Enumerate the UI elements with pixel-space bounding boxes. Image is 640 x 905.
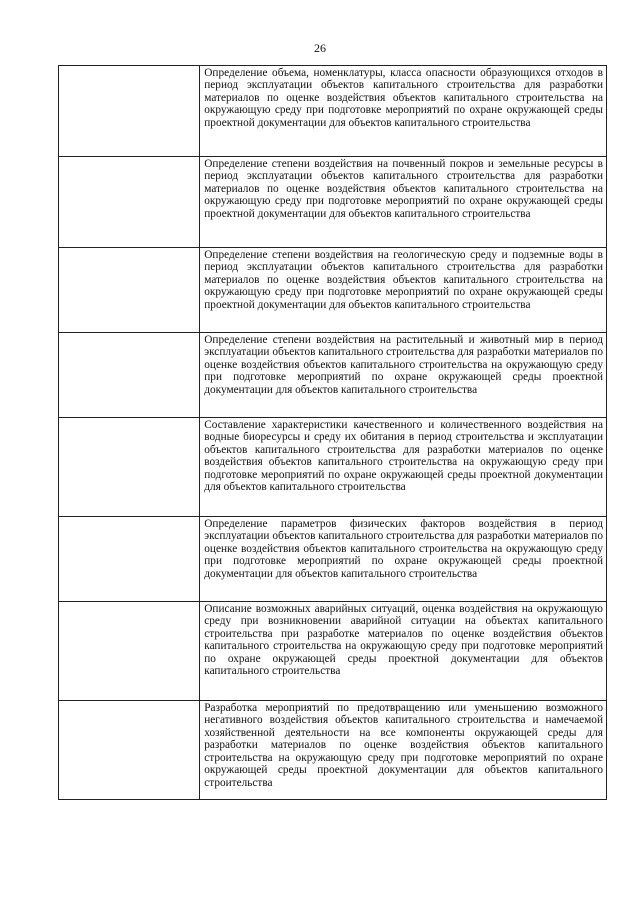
cell-paragraph: Описание возможных аварийных ситуаций, оценка воздействия на окружающую среду при возникновении аварийной ситуации на объектах капитального строительства при разработке материалов по оценке воздействия объектов капитального строительства на окружающую среду при подготовке мероприятий по охране окружающей среды проектной документации для объектов капитального строительства xyxy=(204,603,603,678)
page-number: 26 xyxy=(314,41,326,55)
cell-paragraph: Составление характеристики качественного и количественного воздействия на водные биоресурсы и среду их обитания в период строительства и эксплуатации объектов капитального строительства для разработки материалов по оценке воздействия объектов капитального строительства на окружающую среду при подготовке мероприятий по охране окружающей среды проектной документации для объектов капитального строительства xyxy=(204,419,603,494)
table-row xyxy=(59,66,607,157)
table-cell-empty xyxy=(59,517,200,602)
table-cell-text xyxy=(200,418,607,517)
table-cell-empty xyxy=(59,602,200,701)
cell-paragraph: Определение степени воздействия на геологическую среду и подземные воды в период эксплуатации объектов капитального строительства для разработки материалов по оценке воздействия объектов капитального строительства на окружающую среду при подготовке мероприятий по охране окружающей среды проектной документации для объектов капитального строительства xyxy=(204,249,603,311)
table-row xyxy=(59,157,607,248)
table-cell-text xyxy=(200,701,607,800)
table-cell-empty xyxy=(59,418,200,517)
cell-paragraph: Определение степени воздействия на растительный и животный мир в период эксплуатации объектов капитального строительства для разработки материалов по оценке воздействия объектов капитального строительства на окружающую среду при подготовке мероприятий по охране окружающей среды проектной документации для объектов капитального строительства xyxy=(204,334,603,396)
table-row xyxy=(59,418,607,517)
requirements-table xyxy=(58,65,607,800)
cell-paragraph: Определение параметров физических факторов воздействия в период эксплуатации объектов капитального строительства для разработки материалов по оценке воздействия объектов капитального строительства на окружающую среду при подготовке мероприятий по охране окружающей среды проектной документации для объектов капитального строительства xyxy=(204,518,603,580)
table-row xyxy=(59,602,607,701)
table-cell-text xyxy=(200,248,607,333)
table-cell-empty xyxy=(59,248,200,333)
table-row xyxy=(59,517,607,602)
table-cell-empty xyxy=(59,701,200,800)
table-row xyxy=(59,333,607,418)
table-cell-text xyxy=(200,517,607,602)
table-cell-text xyxy=(200,66,607,157)
table-cell-empty xyxy=(59,333,200,418)
table-row xyxy=(59,701,607,800)
cell-paragraph: Определение степени воздействия на почвенный покров и земельные ресурсы в период эксплуатации объектов капитального строительства для разработки материалов по оценке воздействия объектов капитального строительства на окружающую среду при подготовке мероприятий по охране окружающей среды проектной документации для объектов капитального строительства xyxy=(204,158,603,220)
table-row xyxy=(59,248,607,333)
table-cell-text xyxy=(200,157,607,248)
table-cell-text xyxy=(200,333,607,418)
table-cell-empty xyxy=(59,66,200,157)
table-cell-empty xyxy=(59,157,200,248)
cell-paragraph: Определение объема, номенклатуры, класса опасности образующихся отходов в период эксплуатации объектов капитального строительства для разработки материалов по оценке воздействия объектов капитального строительства на окружающую среду при подготовке мероприятий по охране окружающей среды проектной документации для объектов капитального строительства xyxy=(204,67,603,129)
table-cell-text xyxy=(200,602,607,701)
cell-paragraph: Разработка мероприятий по предотвращению или уменьшению возможного негативного воздействия объектов капитального строительства и намечаемой хозяйственной деятельности на все компоненты окружающей среды для разработки материалов по оценке воздействия объектов капитального строительства на окружающую среду при подготовке мероприятий по охране окружающей среды проектной документации для объектов капитального строительства xyxy=(204,702,603,789)
